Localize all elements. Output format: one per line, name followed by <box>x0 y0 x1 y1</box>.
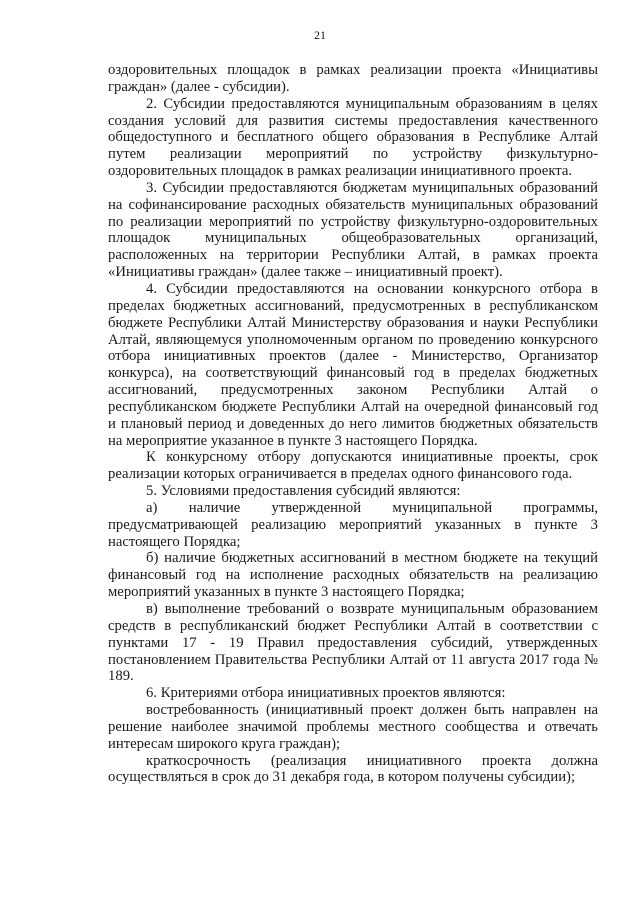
paragraph-condition-a: а) наличие утвержденной муниципальной программы, предусматривающей реализацию мероприятий указанных в пункте 3 настоящего Порядка; <box>108 499 598 550</box>
paragraph-criterion-demand: востребованность (инициативный проект должен быть направлен на решение наиболее значимой проблемы местного сообщества и отвечать интересам широкого круга граждан); <box>108 702 598 752</box>
paragraph-item-5: 5. Условиями предоставления субсидий являются: <box>146 483 461 500</box>
paragraph-item-2: 2. Субсидии предоставляются муниципальным образованиям в целях создания условий для развития системы предоставления качественного общедоступного и бесплатного общего образования в Республике Алтай путем реализации мероприятий по устройству физкультурно-оздоровительных площадок в рамках реализации инициативного проекта. <box>108 95 598 180</box>
paragraph-condition-b: б) наличие бюджетных ассигнований в местном бюджете на текущий финансовый год на исполнение расходных обязательств на реализацию мероприятий указанных в пункте 3 настоящего Порядка; <box>108 550 598 601</box>
paragraph-competition-admission: К конкурсному отбору допускаются инициативные проекты, срок реализации которых ограничивается в пределах одного финансового года. <box>108 449 598 483</box>
paragraph-criterion-short-term: краткосрочность (реализация инициативного проекта должна осуществляться в срок до 31 декабря года, в котором получены субсидии); <box>108 752 598 786</box>
document-body <box>108 62 598 786</box>
paragraph-item-3: 3. Субсидии предоставляются бюджетам муниципальных образований на софинансирование расходных обязательств муниципальных образований по реализации мероприятий по устройству физкультурно-оздоровительных площадок муниципальных общеобразовательных организаций, расположенных на территории Республики Алтай, в рамках проекта «Инициативы граждан» (далее также – инициативный проект). <box>108 179 598 281</box>
paragraph-continuation: оздоровительных площадок в рамках реализации проекта «Инициативы граждан» (далее - субсидии). <box>108 62 598 95</box>
page-number: 21 <box>314 28 326 42</box>
paragraph-condition-c: в) выполнение требований о возврате муниципальным образованием средств в республиканский бюджет Республики Алтай в соответствии с пунктами 17 - 19 Правил предоставления субсидий, утвержденных постановлением Правительства Республики Алтай от 11 августа 2017 года № 189. <box>108 601 598 685</box>
paragraph-item-6: 6. Критериями отбора инициативных проектов являются: <box>146 685 506 702</box>
paragraph-item-4: 4. Субсидии предоставляются на основании конкурсного отбора в пределах бюджетных ассигнований, предусмотренных в республиканском бюджете Республики Алтай Министерству образования и науки Республики Алтай, являющемуся уполномоченным органом по проведению конкурсного отбора инициативных проектов (далее - Министерство, Организатор конкурса), на соответствующий финансовый год в пределах бюджетных ассигнований, предусмотренных законом Республики Алтай о республиканском бюджете Республики Алтай на очередной финансовый год и плановый период и доведенных до него лимитов бюджетных обязательств на мероприятие указанное в пункте 3 настоящего Порядка. <box>108 280 598 449</box>
